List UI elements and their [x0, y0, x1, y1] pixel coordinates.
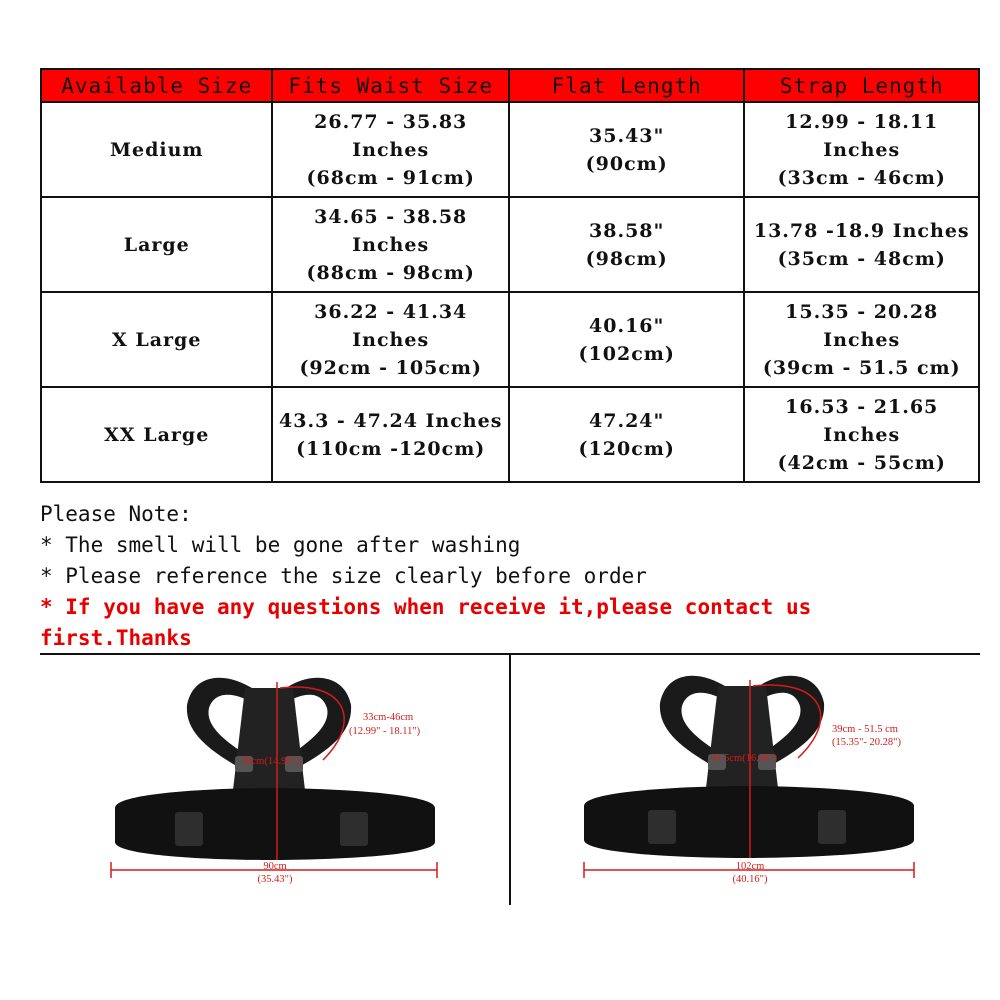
cell-line: (33cm - 46cm) [777, 166, 946, 189]
height-measure-label: 41.5cm(16.34") [711, 753, 778, 764]
height-measure-label: 38cm(14.96") [241, 756, 300, 767]
notes-block [40, 499, 980, 654]
cell-line: 16.53 - 21.65 [785, 395, 939, 418]
cell-line: (102cm) [578, 342, 675, 365]
cell-strap [744, 102, 979, 197]
notes-heading: Please Note: [40, 502, 192, 526]
cell-line: (68cm - 91cm) [306, 166, 475, 189]
belt-patch-left [175, 812, 203, 846]
cell-line: (92cm - 105cm) [299, 356, 482, 379]
cell-line: (42cm - 55cm) [777, 451, 946, 474]
size-chart-table [40, 68, 980, 483]
product-image-medium [105, 660, 445, 900]
cell-line: Inches [823, 138, 901, 161]
cell-strap [744, 197, 979, 292]
cell-line: (39cm - 51.5 cm) [762, 356, 961, 379]
cell-flat [509, 292, 745, 387]
cell-waist [272, 387, 509, 482]
cell-line: 34.65 - 38.58 [314, 205, 468, 228]
cell-line: 12.99 - 18.11 [785, 110, 939, 133]
width-measure-label-inches: (40.16") [732, 874, 768, 885]
strap-measure-label: 39cm - 51.5 cm [832, 724, 898, 735]
width-measure-label: 90cm [263, 861, 287, 872]
cell-line: Inches [352, 328, 430, 351]
cell-size: Medium [41, 102, 272, 197]
table-row-large [41, 197, 979, 292]
belt-patch-right [818, 810, 846, 844]
waist-belt [115, 788, 435, 860]
header-fits-waist-size: Fits Waist Size [272, 69, 509, 102]
cell-line: 40.16" [589, 314, 665, 337]
table-row-xx-large [41, 387, 979, 482]
cell-line: Inches [823, 328, 901, 351]
belt-patch-left [648, 810, 676, 844]
cell-size: X Large [41, 292, 272, 387]
table-row-x-large [41, 292, 979, 387]
table-row-medium [41, 102, 979, 197]
cell-line: 26.77 - 35.83 [314, 110, 468, 133]
width-measure-label: 102cm [735, 861, 765, 872]
cell-line: 43.3 - 47.24 Inches [279, 409, 503, 432]
back-panel [706, 686, 778, 788]
cell-line: (110cm -120cm) [296, 437, 486, 460]
strap-measure-label-inches: (15.35"- 20.28") [832, 737, 901, 748]
cell-waist [272, 102, 509, 197]
cell-strap [744, 387, 979, 482]
cell-line: (98cm) [585, 247, 668, 270]
waist-belt [584, 786, 914, 858]
cell-line: (35cm - 48cm) [777, 247, 946, 270]
note-smell: * The smell will be gone after washing [40, 533, 521, 557]
header-available-size: Available Size [41, 69, 272, 102]
width-measure-label-inches: (35.43") [257, 874, 293, 885]
cell-line: Inches [352, 233, 430, 256]
vertical-divider [509, 655, 511, 905]
table-header-row [41, 69, 979, 102]
cell-line: 15.35 - 20.28 [785, 300, 939, 323]
header-flat-length: Flat Length [509, 69, 745, 102]
cell-line: 38.58" [589, 219, 665, 242]
cell-line: 47.24" [589, 409, 665, 432]
note-reference-size: * Please reference the size clearly before order [40, 564, 647, 588]
cell-line: (120cm) [578, 437, 675, 460]
cell-line: Inches [823, 423, 901, 446]
cell-line: 36.22 - 41.34 [314, 300, 468, 323]
header-strap-length: Strap Length [744, 69, 979, 102]
product-image-x-large [578, 660, 918, 900]
strap-measure-label-inches: (12.99" - 18.11") [349, 726, 421, 737]
cell-flat [509, 387, 745, 482]
note-contact-us-continued: first.Thanks [40, 626, 192, 650]
back-panel [233, 688, 305, 790]
cell-line: (88cm - 98cm) [306, 261, 475, 284]
cell-line: 35.43" [589, 124, 665, 147]
cell-size: Large [41, 197, 272, 292]
cell-flat [509, 197, 745, 292]
cell-flat [509, 102, 745, 197]
cell-size: XX Large [41, 387, 272, 482]
cell-strap [744, 292, 979, 387]
cell-line: Inches [352, 138, 430, 161]
strap-measure-label: 33cm-46cm [363, 712, 414, 723]
cell-line: 13.78 -18.9 Inches [753, 219, 970, 242]
cell-line: (90cm) [585, 152, 668, 175]
belt-patch-right [340, 812, 368, 846]
note-contact-us: * If you have any questions when receive it,please contact us [40, 595, 812, 619]
cell-waist [272, 292, 509, 387]
cell-waist [272, 197, 509, 292]
